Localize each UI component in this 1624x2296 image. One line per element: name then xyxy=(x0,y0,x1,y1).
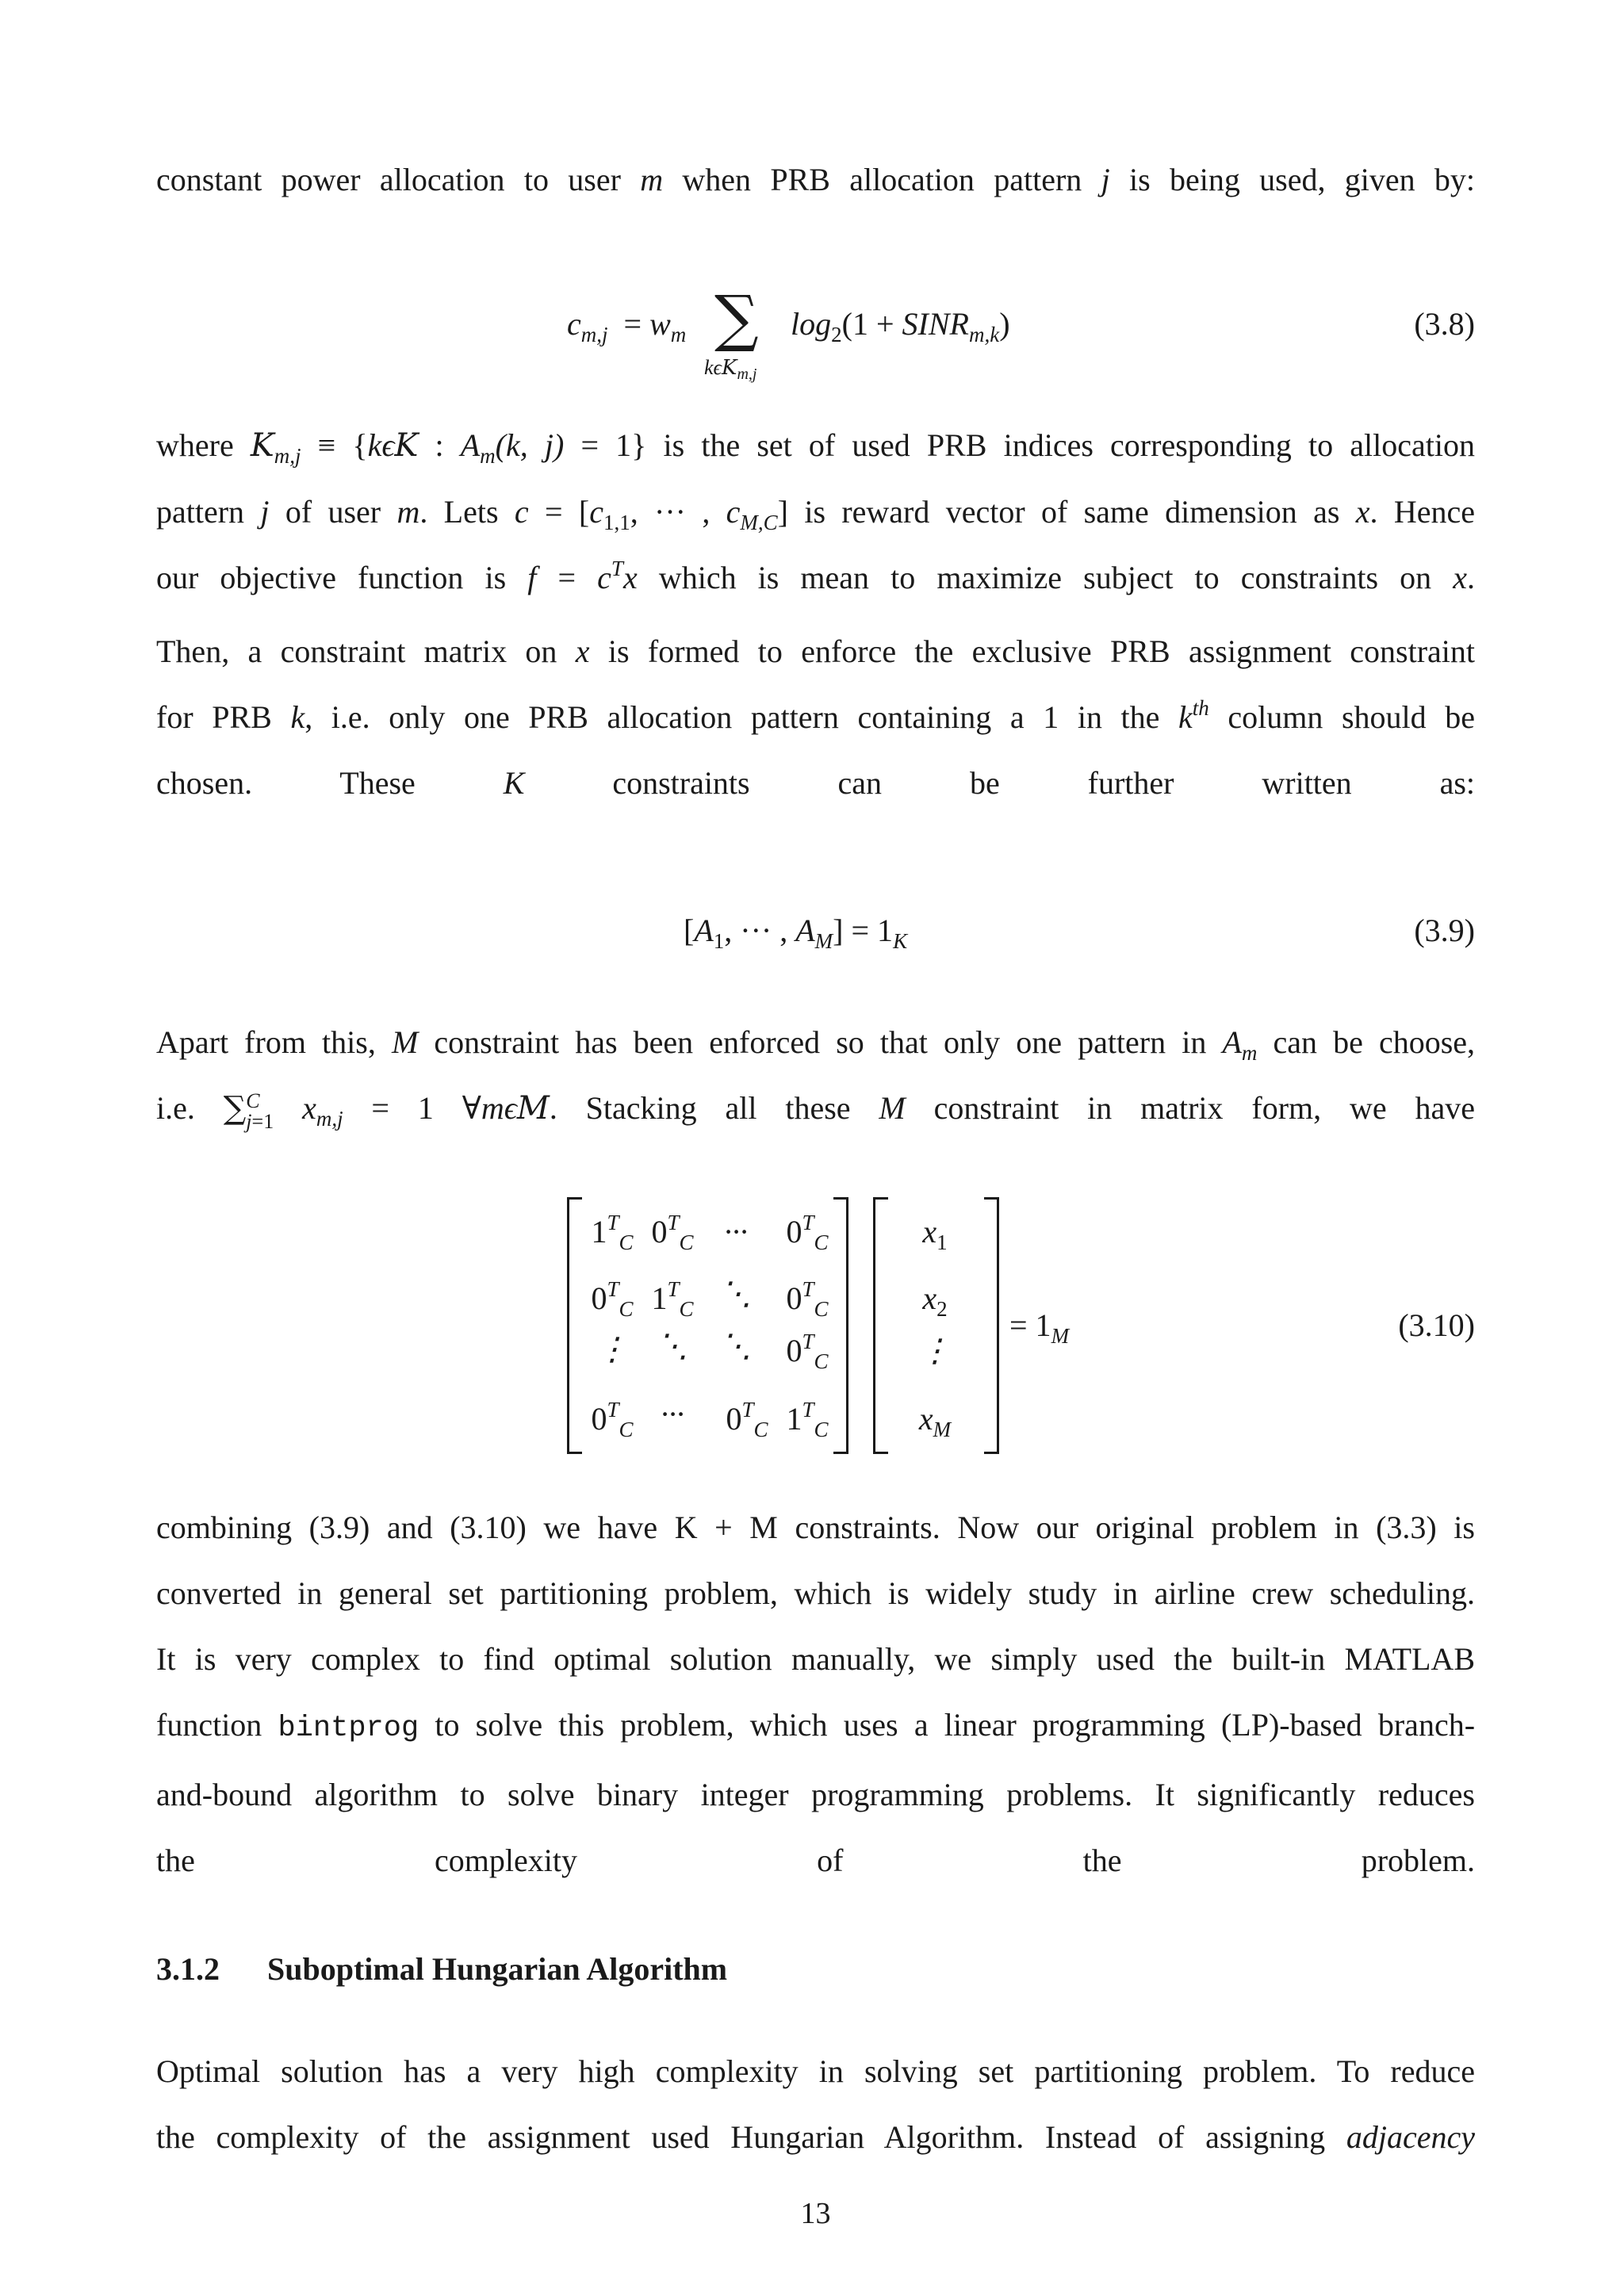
paragraph-constraint: Then, a constraint matrix on x is formed to enforce the exclusive PRB assignment constraint for PRB k, i.e. only one PRB allocation pattern containing a 1 in the $k^{th}$ column should be chosen. These K constraints can be further written as: xyxy=(156,633,1476,801)
paragraph-definition: where $K_{m,j} \equiv \{k\epsilon K$ : $A_m(k$, j) = 1} is the set of used PRB indices corresponding to allocation pattern j of user m. Lets $c = [c_{1,1}$, ··· , $c_{M,C}$] is reward vector of same dimension as x. Hence our objective function is $f = c^Tx$ which is mean to maximize subject to constraints on x. xyxy=(156,427,1476,595)
text-line: combining (3.9) and (3.10) we have K + M constraints. Now our original problem in (3.3) is xyxy=(156,1510,1475,1545)
text-line: Optimal solution has a very high complexity in solving set partitioning problem. To reduce xyxy=(156,2053,1475,2089)
equation-number: (3.10) xyxy=(1398,1307,1475,1343)
text-span: when PRB allocation pattern xyxy=(682,162,1082,197)
text-span: of user xyxy=(285,494,381,530)
text-span: constant power allocation to user xyxy=(156,162,621,197)
paragraph-hungarian xyxy=(156,2038,1475,2170)
paragraph-intro: constant power allocation to user m when PRB allocation pattern j is being used, given by: xyxy=(156,162,1476,197)
text-span: is reward vector of same dimension as xyxy=(804,494,1340,530)
text-span: is the set of used PRB indices corresponding to allocation xyxy=(663,427,1475,463)
text-span: Then, a constraint matrix on xyxy=(156,633,557,669)
section-title: Suboptimal Hungarian Algorithm xyxy=(267,1951,728,1987)
page-number: 13 xyxy=(800,2197,831,2230)
text-span: . Lets xyxy=(419,494,499,530)
text-line xyxy=(156,1692,1475,1762)
text-span: can be choose, xyxy=(1273,1024,1476,1060)
text-span: constraints can be further written as: xyxy=(612,765,1476,801)
equation-3-9: [$A_1$, ··· , $A_M] = 1_K$ (3.9) xyxy=(684,913,1475,953)
paragraph-partitioning xyxy=(156,1494,1475,1893)
text-line: It is very complex to find optimal solution manually, we simply used the built-in MATLAB xyxy=(156,1641,1475,1677)
paragraph-stacking: Apart from this, M constraint has been enforced so that only one pattern in $A_m$ can be choose, i.e. ∑ C j=1 $x_{m,j} = 1$ ∀mϵM. Stacking all these M constraint in matrix form, we have xyxy=(156,1024,1476,1133)
equation-number: (3.9) xyxy=(1414,913,1475,948)
text-line: and-bound algorithm to solve binary integer programming problems. It significantly reduces xyxy=(156,1777,1475,1812)
code-bintprog: bintprog xyxy=(278,1712,419,1745)
text-span: function xyxy=(156,1707,262,1743)
section-number: 3.1.2 xyxy=(156,1951,220,1987)
text-span: Apart from this, xyxy=(156,1024,376,1060)
text-span: adjacency xyxy=(1346,2119,1475,2155)
text-span: which is mean to maximize subject to constraints on xyxy=(658,560,1432,595)
text-line: converted in general set partitioning problem, which is widely study in airline crew scheduling. xyxy=(156,1575,1475,1611)
text-span: where xyxy=(156,427,234,463)
text-span: is formed to enforce the exclusive PRB assignment constraint xyxy=(607,633,1476,669)
text-span: pattern xyxy=(156,494,245,530)
vector-bracket-right xyxy=(984,1197,999,1454)
text-line: the complexity of the problem. xyxy=(156,1843,1475,1878)
text-span: . Hence xyxy=(1369,494,1476,530)
text-span: . Stacking all these xyxy=(549,1090,851,1126)
vector-bracket-left xyxy=(873,1197,888,1454)
text-span: the complexity of the assignment used Hungarian Algorithm. Instead of assigning xyxy=(156,2119,1326,2155)
text-span: column should be xyxy=(1228,699,1475,735)
text-span: to solve this problem, which uses a linear programming (LP)-based branch- xyxy=(435,1707,1476,1743)
text-span: constraint in matrix form, we have xyxy=(933,1090,1476,1126)
text-line xyxy=(156,2104,1475,2170)
text-span: i.e. xyxy=(156,1090,195,1126)
section-heading xyxy=(156,1950,727,1988)
equation-number: (3.8) xyxy=(1414,306,1475,342)
text-span: , i.e. only one PRB allocation pattern containing a 1 in the xyxy=(304,699,1160,735)
text-span: chosen. These xyxy=(156,765,416,801)
text-span: for PRB xyxy=(156,699,272,735)
equation-3-8: $c_{m,j} = w_m$ ∑ kϵK$_{m,j}$ $\log_2(1$ + $SINR_{m,k}$) (3.8) xyxy=(567,283,1475,383)
equation-3-10: $1^T_C$ $0^T_C$ ··· $0^T_C$ $0^T_C$ $1^T_C$ ⋱ $0^T_C$ ⋮ ⋱ ⋱ $0^T_C$ $0^T_C$ ··· $0^T_C$ $1^T_C$ $x_1$ $x_2$ ⋮ $x_M$ = $1_M$ (3.10) xyxy=(156,1196,1475,1457)
text-span: constraint has been enforced so that only one pattern in xyxy=(434,1024,1207,1060)
text-span: is being used, given by: xyxy=(1129,162,1476,197)
text-span: our objective function is xyxy=(156,560,507,595)
paper-page xyxy=(156,0,1475,2296)
